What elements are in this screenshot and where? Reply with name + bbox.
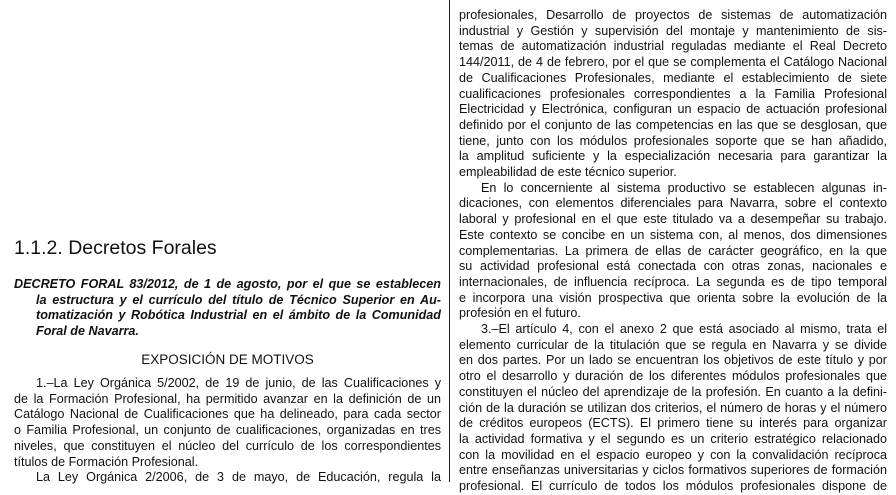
text-line: Este contexto se concibe en un sistema con, al menos, dos dimensiones [459,227,887,242]
text-line: complementarias. La primera de ellas de carácter geográfico, en la que [459,243,887,258]
text-line: temas de automatización industrial reguladas mediante el Real Decreto [459,39,887,54]
text-line: dicaciones, con elementos diferenciales para Navarra, sobre el contexto [459,196,887,211]
text-line: profesional. El currículo de todos los módulos profesionales dispone de [459,479,887,494]
text-line: internacionales, de influencia recíproca. La segunda es de tipo temporal [459,274,887,289]
text-line: profesión en el futuro. [459,306,581,321]
text-line: entre enseñanzas universitarias y ciclos formativos superiores de formación [459,463,887,478]
motives-heading: EXPOSICIÓN DE MOTIVOS [141,352,314,367]
text-line: elemento curricular de la titulación que se regula en Navarra y se divide [459,337,887,352]
text-line: su actividad profesional está conectada con otras zonas, nacionales e [459,259,887,274]
text-line: de la Formación Profesional, ha permitido avanzar en la definición de un [14,391,441,406]
text-line: 1.–La Ley Orgánica 5/2002, de 19 de junio, de las Cualificaciones y [36,376,441,390]
text-line: tiene, junto con los módulos profesionales soporte que se han añadido, [459,133,887,148]
text-line: 3.–El artículo 4, con el anexo 2 que está asociado al mismo, trata el [481,322,887,337]
text-line: laboral y profesional en el que este titulado va a desempeñar su trabajo. [459,212,887,227]
paragraph [14,376,441,470]
text-line: la actividad formativa y el segundo es un criterio estratégico relacionado [459,431,887,446]
decree-title-line: tomatización y Robótica Industrial en el ámbito de la Comunidad [36,308,441,323]
decree-title-line: DECRETO FORAL 83/2012, de 1 de agosto, por el que se establecen [14,277,441,291]
text-line: La Ley Orgánica 2/2006, de 3 de mayo, de Educación, regula la [36,470,441,485]
paragraph [459,181,887,322]
text-line: o Familia Profesional, un conjunto de cualificaciones, organizadas en tres [14,423,441,438]
text-line: constituyen el núcleo del aprendizaje de la profesión. En cuanto a la defini- [459,384,887,399]
left-column [14,0,441,485]
text-line: otro el desarrollo y duración de los diferentes módulos profesionales que [459,369,887,384]
text-line: con la movilidad en el espacio europeo y con la convalidación recíproca [459,447,887,462]
text-line: definido por el conjunto de las competencias en las que se desglosan, que [459,117,887,132]
decree-title [14,277,441,339]
text-line: en dos partes. Por un lado se encuentran los objetivos de este título y por [459,353,887,368]
text-line: cualificaciones profesionales correspondientes a la Familia Profesional [459,86,887,101]
text-line: En lo concerniente al sistema productivo se establecen algunas in- [481,180,887,195]
text-line: e incorpora una visión prospectiva que orienta sobre la evolución de la [459,290,887,305]
text-line: Catálogo Nacional de Cualificaciones que ha delineado, para cada sector [14,407,441,422]
text-line: de Cualificaciones Profesionales, mediante el establecimiento de siete [459,70,887,85]
decree-title-line: Foral de Navarra. [36,323,139,338]
text-line: la amplitud suficiente y la especialización necesaria para garantizar la [459,149,887,164]
right-body-text [459,8,887,495]
text-line: niveles, que constituyen el núcleo del currículo de los correspondientes [14,438,441,453]
text-line: títulos de Formación Profesional. [14,454,199,469]
text-line: ción de la duración se utilizan dos criterios, el número de horas y el número [459,400,887,415]
text-line: profesionales, Desarrollo de proyectos de sistemas de automatización [459,8,887,22]
decree-title-line: la estructura y el currículo del título de Técnico Superior en Au- [36,292,441,307]
column-divider [449,0,450,482]
paragraph [459,8,887,181]
text-line: de créditos europeos (ECTS). El primero tiene su interés para organizar [459,416,887,431]
right-column [459,0,887,494]
text-line: 144/2011, de 4 de febrero, por el que se complementa el Catálogo Nacional [459,55,887,70]
paragraph [459,322,887,495]
text-line: industrial y Gestión y supervisión del montaje y mantenimiento de sis- [459,23,887,38]
section-heading: 1.1.2. Decretos Forales [14,237,217,259]
paragraph [14,470,441,486]
text-line: Electricidad y Electrónica, configuran un espacio de actuación profesional [459,102,887,117]
text-line: empleabilidad de este técnico superior. [459,165,677,180]
left-body-text [14,376,441,486]
